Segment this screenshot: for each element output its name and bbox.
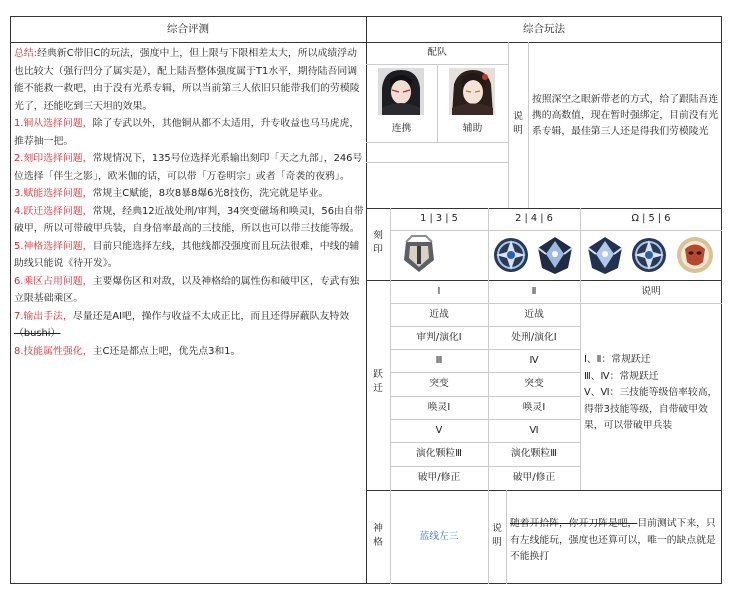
leap-cell: 演化颗粒Ⅲ xyxy=(416,448,462,460)
review-item-text: 主要爆伤区和对敌，以及神格给的属性伤和破甲区，专武有独立限基础乘区。 xyxy=(14,275,360,304)
review-item-label: 4.跃迁选择问题， xyxy=(14,205,93,217)
leap-cell: 破甲/修正 xyxy=(417,472,461,484)
review-item xyxy=(14,308,364,343)
review-item-text: 尽量还是AI吧，操作与收益不太成正比，而且还得屏蔽队友特效 xyxy=(72,310,350,322)
team-title: 配队 xyxy=(427,47,447,59)
engraving-sigil-3[interactable] xyxy=(584,234,626,276)
character-portrait-link[interactable] xyxy=(378,68,424,115)
blue-sigil-icon xyxy=(584,234,626,276)
engraving-label: 刻印 xyxy=(373,230,383,255)
engraving-sigil-helmet[interactable] xyxy=(398,234,440,276)
engraving-sigil-mask[interactable] xyxy=(674,234,716,276)
team-role-support: 辅助 xyxy=(462,123,483,135)
leap-col3-head: 说明 xyxy=(641,285,661,297)
summary-label: 总结: xyxy=(14,48,38,59)
review-item-text: 除了专武以外，其他铜从都不太适用，升专收益也马马虎虎，推荐抽一把。 xyxy=(14,118,360,147)
blue-sigil-icon xyxy=(534,234,576,276)
leap-cell: Ⅳ xyxy=(529,354,539,366)
review-item-label: 3.赋能选择问题， xyxy=(14,188,93,199)
team-divider xyxy=(508,42,509,208)
column-divider xyxy=(366,16,367,584)
team-divider xyxy=(528,42,529,208)
character-portrait-support[interactable] xyxy=(449,68,495,115)
review-item xyxy=(14,115,364,150)
leap-cell: 突变 xyxy=(524,378,544,390)
portrait-image xyxy=(449,68,495,115)
left-header: 综合评测 xyxy=(167,22,209,35)
blue-sigil-icon xyxy=(490,234,532,276)
leap-cell: 突变 xyxy=(429,378,449,390)
team-rule xyxy=(366,142,508,143)
divinity-divider xyxy=(488,490,489,584)
team-role-link: 连携 xyxy=(391,123,412,135)
divinity-label: 神格 xyxy=(373,523,383,548)
summary-text: 经典新C带旧C的玩法，强度中上，但上限与下限相差太大，所以成绩浮动也比较大（强行凹分了属实是），配上陆吾整体强度属于T1水平，期待陆吾同调能不能救一救吧，由于没有光系专辑，所以当前第三人依旧只能带我们的劳模陵光了，还能吃到三天坦的效果。 xyxy=(14,48,360,112)
leap-cell: 近战 xyxy=(429,308,449,320)
review-item xyxy=(14,343,364,361)
engraving-col3: Ω | 5 | 6 xyxy=(631,213,671,225)
team-note-label: 说明 xyxy=(513,111,523,136)
review-text xyxy=(14,45,364,360)
right-header: 综合玩法 xyxy=(523,22,565,35)
engraving-sigil-4[interactable] xyxy=(628,234,670,276)
review-item-label: 8.技能属性强化， xyxy=(14,345,93,357)
team-rule xyxy=(366,64,508,65)
leap-cell: Ⅵ xyxy=(529,424,539,436)
engraving-sigil-2[interactable] xyxy=(534,234,576,276)
leap-cell: 破甲/修正 xyxy=(512,472,556,484)
leap-col2-head: Ⅱ xyxy=(531,285,537,297)
engraving-col1: 1 | 3 | 5 xyxy=(420,213,458,225)
review-item xyxy=(14,273,364,308)
engraving-col2: 2 | 4 | 6 xyxy=(515,213,553,225)
review-item-label: 1.铜从选择问题， xyxy=(14,118,93,129)
review-item-struck: （bushi） xyxy=(14,328,61,339)
review-item-text: 常规情况下，135号位选择光系输出刻印「天之九部」，246号位选择「伴生之影」，欧米伽的话，可以带「万卷明宗」或者「奇袭的夜鸦」。 xyxy=(14,153,363,182)
leap-cell: 演化颗粒Ⅲ xyxy=(511,448,557,460)
review-item-label: 6.乘区占用问题， xyxy=(14,275,93,287)
review-item-label: 2.刻印选择问题， xyxy=(14,153,93,164)
team-rule xyxy=(366,162,508,163)
review-item xyxy=(14,185,364,203)
review-item-text: 目前只能选择左线，其他线都没强度而且玩法很难，中线的辅助线只能说《待开发》。 xyxy=(14,240,360,269)
leap-cell: Ⅴ xyxy=(435,424,443,436)
leap-cell: Ⅲ xyxy=(435,354,443,366)
divinity-note xyxy=(510,516,720,566)
portrait-image xyxy=(378,68,424,115)
leap-label: 跃迁 xyxy=(373,369,383,394)
leap-divider xyxy=(580,280,581,490)
review-item-text: 常规主C赋能，8攻8暴8爆6光8技伤，洗完就是毕业。 xyxy=(92,188,329,199)
review-item xyxy=(14,150,364,185)
leap-cell: 近战 xyxy=(524,308,544,320)
review-summary xyxy=(14,45,364,115)
engraving-rule xyxy=(390,230,722,231)
blue-sigil-icon xyxy=(628,234,670,276)
leap-cell: 审判/演化Ⅰ xyxy=(416,331,462,343)
engraving-sigil-1[interactable] xyxy=(490,234,532,276)
leap-cell: 处刑/演化Ⅰ xyxy=(511,331,557,343)
divinity-link[interactable]: 蓝线左三 xyxy=(419,531,459,543)
divinity-divider xyxy=(506,490,507,584)
leap-cell: 唤灵Ⅰ xyxy=(522,401,546,413)
review-item-label: 7.输出手法， xyxy=(14,310,73,322)
review-item-text: 常规，经典12近战处刑/审判，34突变磁场和唤灵Ⅰ，56由自带破甲，所以可带破甲兵装，自身倍率最高的三技能，所以也可以带三技能等级。 xyxy=(14,205,364,234)
review-item-label: 5.神格选择问题， xyxy=(14,240,93,252)
divinity-note-text: 目前测试下来，只有左线能玩，强度也还算可以，唯一的缺点就是不能换打 xyxy=(510,518,716,562)
review-item xyxy=(14,203,364,238)
mask-icon xyxy=(674,234,716,276)
leap-col1-head: Ⅰ xyxy=(437,285,441,297)
divinity-note-struck: 随着开拾阵，你开刀阵是吧， xyxy=(510,518,638,529)
helmet-icon xyxy=(398,234,440,276)
leap-note: Ⅰ、Ⅱ：常规跃迁 Ⅲ、Ⅳ：常规跃迁 Ⅴ、Ⅵ：三技能等级倍率较高，得带3技能等级，自带破甲效果，可以带破甲兵装 xyxy=(584,354,718,431)
review-item xyxy=(14,238,364,273)
divinity-note-label: 说明 xyxy=(492,523,502,548)
leap-cell: 唤灵Ⅰ xyxy=(427,401,451,413)
team-note: 按照深空之眼新带老的方式，给了跟陆吾连携的高数值，现在暂时强绑定，目前没有光系专辑，最佳第三人还是得我们劳模陵光 xyxy=(532,94,719,137)
review-item-text: 主C还是都点上吧，优先点3和1。 xyxy=(92,345,241,357)
